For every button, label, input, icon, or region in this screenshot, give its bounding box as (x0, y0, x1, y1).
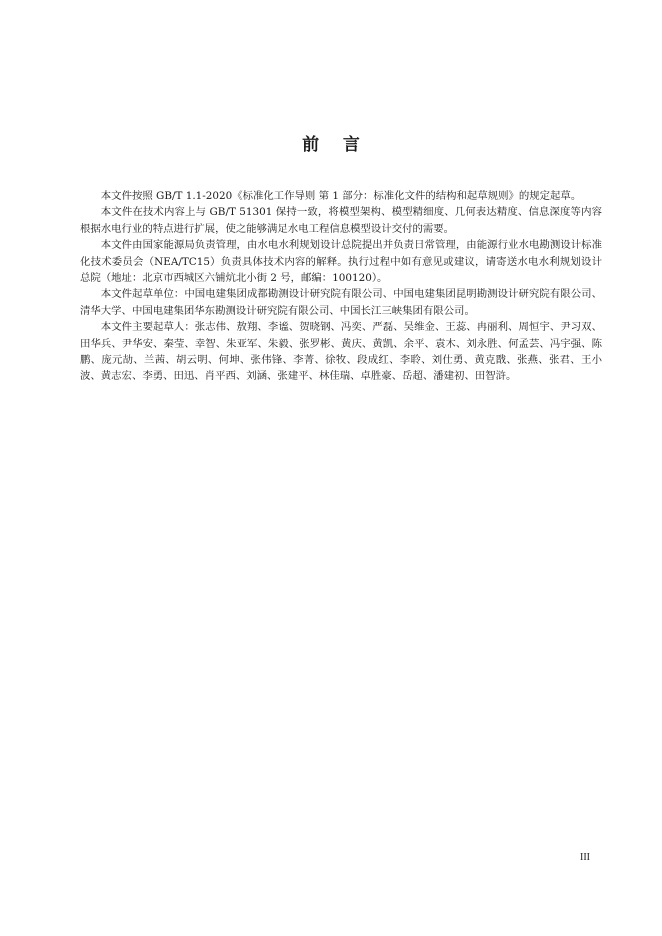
paragraph-drafters: 本文件主要起草人：张志伟、敖翔、李谧、贺晓钢、冯奕、严磊、吴维金、王蕊、冉丽利、周恒宇、尹习双、田华兵、尹华安、秦莹、幸智、朱亚军、朱毅、张罗彬、黄庆、黄凯、余平、袁木、刘永胜、何孟芸、冯宇强、陈鹏、庞元劼、兰茜、胡云明、何坤、张伟锋、李菁、徐牧、段成红、李聆、刘仕勇、黄克戬、张燕、张君、王小波、黄志宏、李勇、田迅、肖平西、刘涵、张建平、林佳瑞、卓胜豪、岳超、潘建初、田智浒。 (80, 321, 602, 383)
page-title: 前 言 (302, 135, 360, 155)
paragraph-drafting-rules: 本文件按照 GB/T 1.1-2020《标准化工作导则 第 1 部分：标准化文件的结构和起草规则》的规定起草。 (100, 190, 582, 202)
page-number: III (580, 852, 590, 863)
document-body (80, 188, 602, 385)
paragraph-management: 本文件由国家能源局负责管理，由水电水利规划设计总院提出并负责日常管理，由能源行业水电勘测设计标准化技术委员会（NEA/TC15）负责具体技术内容的解释。执行过程中如有意见或建议，请寄送水电水利规划设计总院（地址：北京市西城区六铺炕北小街 2 号，邮编：100120）。 (80, 239, 602, 285)
paragraph-technical-content: 本文件在技术内容上与 GB/T 51301 保持一致，将模型架构、模型精细度、几何表达精度、信息深度等内容根据水电行业的特点进行扩展，使之能够满足水电工程信息模型设计交付的需要。 (80, 206, 602, 235)
paragraph-drafting-units: 本文件起草单位：中国电建集团成都勘测设计研究院有限公司、中国电建集团昆明勘测设计研究院有限公司、清华大学、中国电建集团华东勘测设计研究院有限公司、中国长江三峡集团有限公司。 (80, 288, 602, 317)
